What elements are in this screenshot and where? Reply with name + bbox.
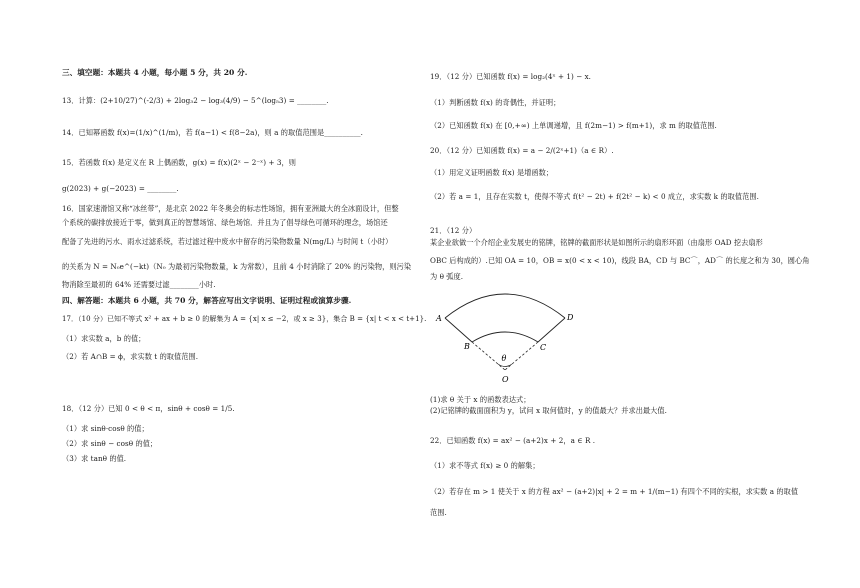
question-16-line2: 个系统的碳排放接近于零，做到真正的智慧场馆、绿色场馆．并且为了倡导绿色可循环的理念，场馆还	[62, 218, 388, 227]
question-16-line1: 16．国家速滑馆又称“冰丝带”，是北京 2022 年冬奥会的标志性场馆，拥有亚洲最大的全冰面设计，但整	[62, 204, 399, 213]
question-21-part2: (2)记铭牌的截面面积为 y，试问 x 取何值时，y 的值最大？并求出最大值.	[430, 406, 667, 415]
question-14: 14．已知幂函数 f(x)=(1/x)^(1/m)，若 f(a−1) < f(8−2a)，则 a 的取值范围是__________.	[62, 128, 363, 137]
question-16-line4: 的关系为 N = N₀e^(−kt)（N₀ 为最初污染物数量，k 为常数），且前 4 小时消除了 20% 的污染物，则污染	[62, 262, 412, 271]
question-18-part1: （1）求 sinθ·cosθ 的值；	[62, 424, 149, 433]
question-22-part2: （2）若存在 m > 1 使关于 x 的方程 ax² − (a+2)|x| + 2 = m + 1/(m−1) 有四个不同的实根，求实数 a 的取值	[430, 487, 799, 496]
question-13: 13．计算：(2+10/27)^(-2/3) + 2log₃2 − log₃(4/9) − 5^(log₅3) = ________.	[62, 96, 329, 105]
label-c: C	[540, 343, 547, 352]
label-b: B	[464, 342, 470, 351]
segment-ba	[445, 318, 472, 342]
question-19-part2: （2）已知函数 f(x) 在 [0,+∞) 上单调递增，且 f(2m−1) > f(m+1)，求 m 的取值范围.	[430, 121, 717, 130]
question-21-line3: OBC 后构成的）.已知 OA = 10，OB = x(0 < x < 10)，线段 BA，CD 与 BC⌒，AD⌒ 的长度之和为 30，圆心角	[430, 256, 810, 265]
inner-arc-bc	[472, 332, 538, 342]
section-4-title: 四、解答题：本题共 6 小题，共 70 分，解答应写出文字说明、证明过程或演算步骤.	[62, 296, 352, 305]
sector-ring-figure	[430, 284, 600, 389]
question-20-part1: （1）用定义证明函数 f(x) 是增函数；	[430, 168, 554, 177]
question-18-part3: （3）求 tanθ 的值.	[62, 454, 127, 463]
question-21-line1: 21．（12 分）	[430, 226, 477, 235]
question-18-part2: （2）求 sinθ − cosθ 的值；	[62, 439, 158, 448]
question-19-line1: 19．（12 分）已知函数 f(x) = log₂(4ˣ + 1) − x.	[430, 72, 592, 81]
question-22-line1: 22．已知函数 f(x) = ax² − (a+2)x + 2，a ∈ R .	[430, 436, 596, 445]
question-21-line2: 某企业欲做一个介绍企业发展史的铭牌，铭牌的截面形状是如图所示的扇形环面（由扇形 OAD 挖去扇形	[430, 238, 763, 247]
question-21-line4: 为 θ 弧度.	[430, 272, 464, 281]
radius-ob-dashed	[472, 342, 505, 370]
label-o: O	[502, 375, 509, 384]
question-15-line2: g(2023) + g(−2023) = ________.	[62, 184, 179, 193]
question-20-line1: 20．（12 分）已知函数 f(x) = a − 2/(2ˣ+1)（a ∈ R）.	[430, 146, 614, 155]
question-18-line1: 18．（12 分）已知 0 < θ < π，sinθ + cosθ = 1/5.	[62, 404, 235, 413]
question-19-part1: （1）判断函数 f(x) 的奇偶性，并证明；	[430, 98, 561, 107]
question-17-part2: （2）若 A∩B = ϕ，求实数 t 的取值范围.	[62, 352, 199, 361]
outer-arc-ad	[445, 294, 565, 318]
question-17-part1: （1）求实数 a，b 的值；	[62, 334, 146, 343]
radius-oc-dashed	[505, 342, 538, 370]
question-22-part1: （1）求不等式 f(x) ≥ 0 的解集；	[430, 461, 540, 470]
segment-cd	[538, 318, 565, 342]
question-20-part2: （2）若 a = 1，且存在实数 t，使得不等式 f(t² − 2t) + f(2t² − k) < 0 成立，求实数 k 的取值范围.	[430, 192, 759, 201]
question-21-part1: (1)求 θ 关于 x 的函数表达式；	[430, 395, 531, 404]
question-22-part2-cont: 范围.	[430, 508, 447, 517]
label-a: A	[436, 314, 442, 323]
question-17-line1: 17．（10 分）已知不等式 x² + ax + b ≥ 0 的解集为 A = {x| x ≤ −2，或 x ≥ 3}，集合 B = {x| t < x < t+1}.	[62, 315, 427, 323]
question-16-line5: 物消除至最初的 64% 还需要过滤________小时.	[62, 280, 216, 289]
label-d: D	[567, 313, 574, 322]
question-16-line3: 配备了先进的污水、雨水过滤系统，若过滤过程中废水中留存的污染物数量 N(mg/L) 与时间 t（小时）	[62, 237, 393, 246]
section-3-title: 三、填空题：本题共 4 小题，每小题 5 分，共 20 分.	[62, 68, 248, 77]
question-15-line1: 15．若函数 f(x) 是定义在 R 上偶函数，g(x) = f(x)(2ˣ − 2⁻ˣ) + 3，则	[62, 158, 296, 167]
label-theta: θ	[501, 354, 507, 363]
